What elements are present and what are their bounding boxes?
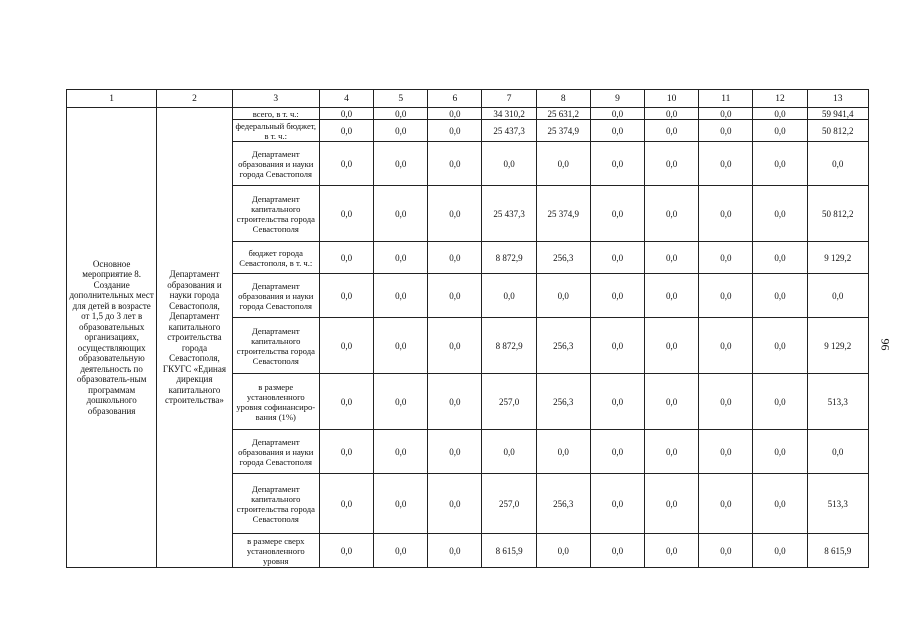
header-row (67, 90, 869, 108)
header-cell-9: 9 (590, 90, 644, 108)
funding-source-cell: всего, в т. ч.: (232, 108, 319, 120)
amount-cell: 0,0 (590, 186, 644, 242)
amount-cell: 25 631,2 (536, 108, 590, 120)
amount-cell: 0,0 (590, 374, 644, 430)
amount-cell: 0,0 (374, 318, 428, 374)
amount-cell: 0,0 (374, 120, 428, 142)
amount-cell: 0,0 (428, 274, 482, 318)
amount-cell: 0,0 (374, 430, 428, 474)
amount-cell: 0,0 (428, 120, 482, 142)
amount-cell: 0,0 (319, 274, 373, 318)
responsible-executor-cell: Департамент образования и науки города Севастополя, Департамент капитального строительства города Севастополя, ГКУГС «Единая дирекция капитального строительства» (157, 108, 232, 568)
amount-cell: 50 812,2 (807, 186, 868, 242)
amount-cell: 256,3 (536, 474, 590, 534)
amount-cell: 0,0 (590, 142, 644, 186)
amount-cell: 9 129,2 (807, 318, 868, 374)
amount-cell: 0,0 (536, 142, 590, 186)
amount-cell: 0,0 (374, 274, 428, 318)
amount-cell: 0,0 (753, 474, 807, 534)
amount-cell: 0,0 (753, 186, 807, 242)
amount-cell: 59 941,4 (807, 108, 868, 120)
amount-cell: 0,0 (374, 474, 428, 534)
amount-cell: 0,0 (590, 108, 644, 120)
amount-cell: 0,0 (645, 242, 699, 274)
amount-cell: 0,0 (645, 274, 699, 318)
amount-cell: 0,0 (807, 142, 868, 186)
page-number: 96 (878, 338, 893, 351)
amount-cell: 25 374,9 (536, 186, 590, 242)
amount-cell: 0,0 (807, 430, 868, 474)
amount-cell: 0,0 (645, 534, 699, 568)
amount-cell: 0,0 (645, 374, 699, 430)
amount-cell: 8 872,9 (482, 242, 536, 274)
header-cell-11: 11 (699, 90, 753, 108)
amount-cell: 9 129,2 (807, 242, 868, 274)
amount-cell: 0,0 (699, 318, 753, 374)
amount-cell: 0,0 (645, 318, 699, 374)
header-cell-6: 6 (428, 90, 482, 108)
amount-cell: 0,0 (753, 534, 807, 568)
amount-cell: 0,0 (428, 186, 482, 242)
amount-cell: 0,0 (753, 242, 807, 274)
amount-cell: 257,0 (482, 474, 536, 534)
amount-cell: 513,3 (807, 474, 868, 534)
amount-cell: 0,0 (590, 274, 644, 318)
funding-source-cell: в размере сверх установленного уровня (232, 534, 319, 568)
amount-cell: 0,0 (645, 142, 699, 186)
amount-cell: 0,0 (590, 430, 644, 474)
amount-cell: 0,0 (428, 108, 482, 120)
amount-cell: 0,0 (645, 430, 699, 474)
budget-table (66, 89, 869, 568)
amount-cell: 0,0 (699, 108, 753, 120)
amount-cell: 0,0 (699, 374, 753, 430)
amount-cell: 0,0 (428, 374, 482, 430)
amount-cell: 0,0 (319, 318, 373, 374)
amount-cell: 0,0 (536, 430, 590, 474)
funding-source-cell: Департамент капитального строительства города Севастополя (232, 186, 319, 242)
amount-cell: 0,0 (536, 534, 590, 568)
amount-cell: 8 615,9 (807, 534, 868, 568)
amount-cell: 0,0 (645, 186, 699, 242)
amount-cell: 0,0 (699, 186, 753, 242)
header-cell-10: 10 (645, 90, 699, 108)
amount-cell: 0,0 (753, 374, 807, 430)
amount-cell: 0,0 (428, 242, 482, 274)
amount-cell: 0,0 (536, 274, 590, 318)
amount-cell: 0,0 (753, 108, 807, 120)
amount-cell: 25 437,3 (482, 186, 536, 242)
amount-cell: 0,0 (590, 534, 644, 568)
funding-source-cell: Департамент образования и науки города Севастополя (232, 274, 319, 318)
amount-cell: 0,0 (645, 474, 699, 534)
amount-cell: 0,0 (699, 242, 753, 274)
amount-cell: 25 374,9 (536, 120, 590, 142)
amount-cell: 0,0 (319, 474, 373, 534)
amount-cell: 0,0 (374, 534, 428, 568)
amount-cell: 256,3 (536, 242, 590, 274)
amount-cell: 0,0 (428, 142, 482, 186)
amount-cell: 8 615,9 (482, 534, 536, 568)
header-cell-4: 4 (319, 90, 373, 108)
header-cell-13: 13 (807, 90, 868, 108)
header-cell-7: 7 (482, 90, 536, 108)
table-row (67, 108, 869, 120)
amount-cell: 0,0 (319, 374, 373, 430)
amount-cell: 0,0 (807, 274, 868, 318)
amount-cell: 25 437,3 (482, 120, 536, 142)
amount-cell: 0,0 (699, 274, 753, 318)
amount-cell: 0,0 (428, 318, 482, 374)
amount-cell: 50 812,2 (807, 120, 868, 142)
header-cell-1: 1 (67, 90, 157, 108)
amount-cell: 0,0 (428, 430, 482, 474)
amount-cell: 0,0 (753, 274, 807, 318)
funding-source-cell: Департамент капитального строительства города Севастополя (232, 318, 319, 374)
amount-cell: 0,0 (319, 430, 373, 474)
amount-cell: 0,0 (319, 142, 373, 186)
funding-source-cell: федеральный бюджет, в т. ч.: (232, 120, 319, 142)
amount-cell: 0,0 (699, 534, 753, 568)
amount-cell: 0,0 (590, 474, 644, 534)
funding-source-cell: в размере установленного уровня софинансиро-вания (1%) (232, 374, 319, 430)
amount-cell: 0,0 (699, 430, 753, 474)
amount-cell: 0,0 (482, 142, 536, 186)
amount-cell: 0,0 (645, 108, 699, 120)
amount-cell: 0,0 (374, 374, 428, 430)
table-body (67, 90, 869, 568)
amount-cell: 257,0 (482, 374, 536, 430)
activity-name-cell: Основное мероприятие 8. Создание дополнительных мест для детей в возрасте от 1,5 до 3 лет в образовательных организациях, осуществляющих образовательную деятельность по образователь-ным программам дошкольного образования (67, 108, 157, 568)
amount-cell: 0,0 (319, 108, 373, 120)
amount-cell: 0,0 (319, 534, 373, 568)
amount-cell: 0,0 (699, 474, 753, 534)
amount-cell: 0,0 (699, 142, 753, 186)
header-cell-3: 3 (232, 90, 319, 108)
amount-cell: 0,0 (753, 430, 807, 474)
header-cell-2: 2 (157, 90, 232, 108)
amount-cell: 256,3 (536, 318, 590, 374)
amount-cell: 0,0 (374, 242, 428, 274)
amount-cell: 0,0 (590, 318, 644, 374)
amount-cell: 0,0 (374, 186, 428, 242)
funding-source-cell: бюджет города Севастополя, в т. ч.: (232, 242, 319, 274)
funding-source-cell: Департамент образования и науки города Севастополя (232, 142, 319, 186)
amount-cell: 0,0 (428, 474, 482, 534)
amount-cell: 34 310,2 (482, 108, 536, 120)
header-cell-8: 8 (536, 90, 590, 108)
amount-cell: 0,0 (753, 318, 807, 374)
amount-cell: 256,3 (536, 374, 590, 430)
amount-cell: 0,0 (374, 142, 428, 186)
amount-cell: 0,0 (374, 108, 428, 120)
amount-cell: 0,0 (319, 242, 373, 274)
amount-cell: 0,0 (645, 120, 699, 142)
header-cell-12: 12 (753, 90, 807, 108)
amount-cell: 0,0 (590, 242, 644, 274)
amount-cell: 8 872,9 (482, 318, 536, 374)
amount-cell: 0,0 (699, 120, 753, 142)
amount-cell: 0,0 (319, 186, 373, 242)
funding-source-cell: Департамент образования и науки города Севастополя (232, 430, 319, 474)
amount-cell: 513,3 (807, 374, 868, 430)
funding-source-cell: Департамент капитального строительства города Севастополя (232, 474, 319, 534)
amount-cell: 0,0 (590, 120, 644, 142)
amount-cell: 0,0 (753, 142, 807, 186)
amount-cell: 0,0 (482, 274, 536, 318)
amount-cell: 0,0 (428, 534, 482, 568)
amount-cell: 0,0 (482, 430, 536, 474)
amount-cell: 0,0 (753, 120, 807, 142)
amount-cell: 0,0 (319, 120, 373, 142)
header-cell-5: 5 (374, 90, 428, 108)
